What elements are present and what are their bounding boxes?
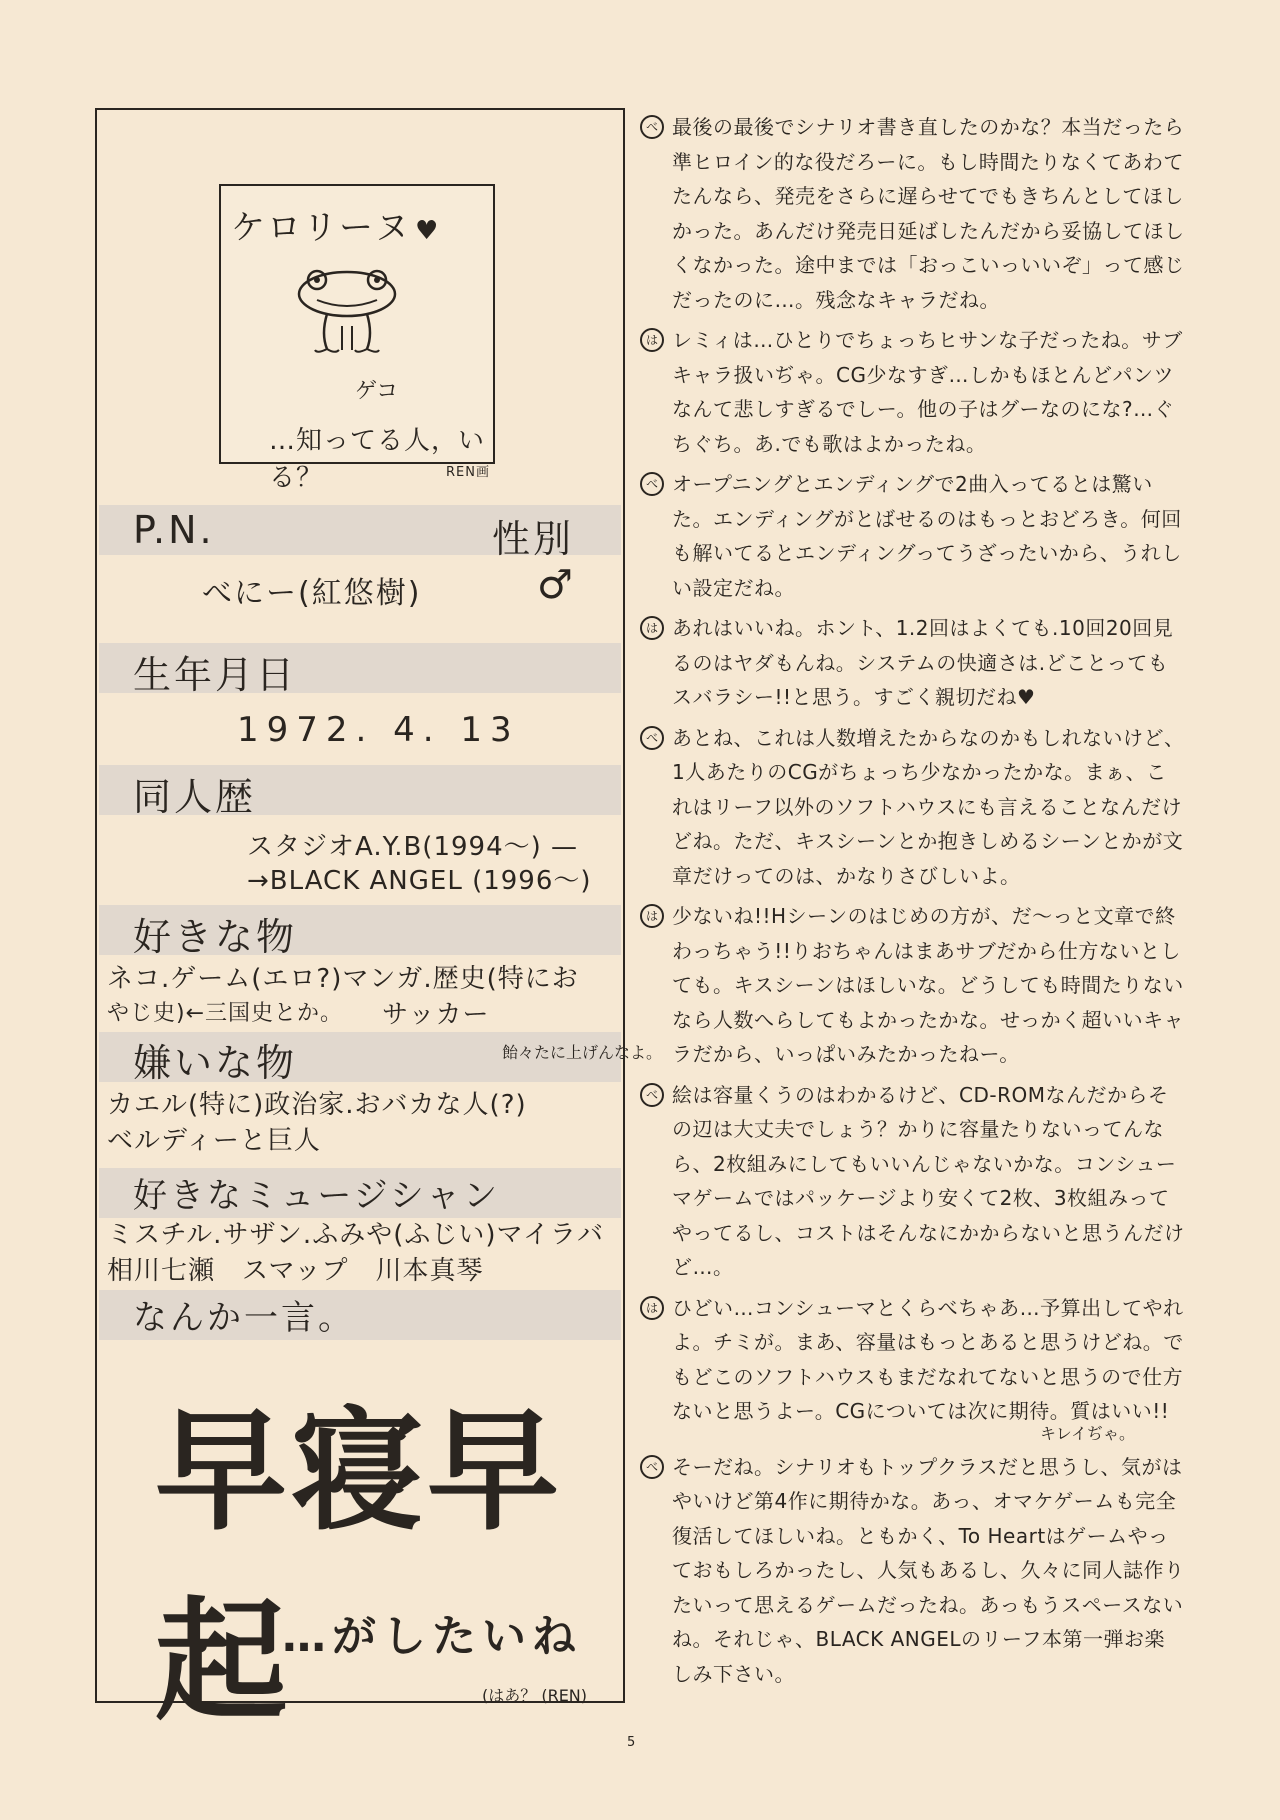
entry-note: キレイぢゃ。 <box>1039 1423 1135 1443</box>
dialogue-column <box>640 110 1185 1697</box>
birth-date: 1972. 4. 13 <box>237 710 520 750</box>
birth-label: 生年月日 <box>133 653 298 697</box>
list-item <box>640 110 1185 317</box>
list-item <box>640 323 1185 461</box>
likes-label: 好きな物 <box>133 915 298 959</box>
entry-text: 最後の最後でシナリオ書き直したのかな？本当だったら準ヒロイン的な役だろーに。もし時間たりなくてあわてたんなら、発売をさらに遅らせてでもきちんとしてほしかった。あんだけ発売日延ばしたんだから妥協してほしくなかった。途中までは「おっこいっいいぞ」って感じだったのに…。残念なキャラだね。 <box>672 115 1185 312</box>
entry-text: レミィは…ひとりでちょっちヒサンな子だったね。サブキャラ扱いぢゃ。CG少なすぎ…しかもほとんどパンツなんて悲しすぎるでしー。他の子はグーなのにな?…ぐちぐち。あ.でも歌はよかったね。 <box>672 328 1183 456</box>
list-item <box>640 467 1185 605</box>
musician-line-1: ミスチル.サザン.ふみや(ふじい)マイラバ <box>107 1220 604 1250</box>
list-item <box>640 611 1185 715</box>
motto-closing: …がしたいね <box>282 1611 582 1662</box>
page-number: 5 <box>627 1735 636 1750</box>
list-item <box>640 1450 1185 1692</box>
heart-icon: ♥ <box>415 216 441 246</box>
entry-text: そーだね。シナリオもトップクラスだと思うし、気がはやいけど第4作に期待かな。あっ、オマケゲームも完全復活してほしいね。ともかく、To Heartはゲームやっておもしろかったし、人気もあるし、久々に同人誌作りたいって思えるゲームだったね。あっもうスペースないね。それじゃ、BLACK ANGELのリーフ本第一弾お楽しみ下さい。 <box>672 1454 1185 1686</box>
frog-name: ケロリーヌ <box>231 208 411 248</box>
doujin-label: 同人歴 <box>133 775 257 819</box>
speaker-badge: は <box>640 904 664 928</box>
likes-extra: サッカー <box>382 1000 490 1030</box>
profile-box <box>95 108 663 1739</box>
speaker-badge: は <box>640 616 664 640</box>
entry-text: あれはいいね。ホント、1.2回はよくても.10回20回見るのはヤダもんね。システムの快適さは.どことってもスバラシー!!と思う。すごく親切だね♥ <box>672 616 1174 709</box>
speaker-badge: は <box>640 1296 664 1320</box>
doujin-line-2: →BLACK ANGEL (1996～) <box>247 866 592 896</box>
dislikes-line-1: カエル(特に)政治家.おバカな人(?) <box>107 1090 527 1120</box>
artist-signature: REN画 <box>446 465 490 480</box>
list-item <box>640 1078 1185 1285</box>
frog-illustration-box <box>219 184 495 493</box>
male-symbol-icon: ♂ <box>537 562 575 608</box>
dislikes-label: 嫌いな物 <box>133 1041 298 1085</box>
entry-text: あとね、これは人数増えたからなのかもしれないけど、1人あたりのCGがちょっち少なかったかな。まぁ、これはリーフ以外のソフトハウスにも言えることなんだけどね。ただ、キスシーンとか抱きしめるシーンとかが文章だけってのは、かなりさびしいよ。 <box>672 725 1185 888</box>
entry-text: 少ないね!!Hシーンのはじめの方が、だ～っと文章で終わっちゃう!!りおちゃんはまあサブだから仕方ないとしても。キスシーンはほしいな。どうしても時間たりないなら人数へらしてもよかったかな。せっかく超いいキャラだから、いっぱいみたかったねー。 <box>672 904 1185 1066</box>
frog-sound-text: ゲコ <box>355 379 399 404</box>
dislikes-line-2: ベルディーと巨人 <box>107 1126 321 1156</box>
list-item <box>640 721 1185 894</box>
dislikes-note: 飴々たに上げんなよ。 <box>502 1043 663 1062</box>
entry-text: オープニングとエンディングで2曲入ってるとは驚いた。エンディングがとばせるのはもっとおどろき。何回も解いてるとエンディングってうざったいから、うれしい設定だね。 <box>672 472 1182 600</box>
musician-label: 好きなミュージシャン <box>133 1176 501 1216</box>
frog-icon <box>287 254 407 364</box>
musician-line-2: 相川七瀬 スマップ 川本真琴 <box>107 1256 484 1286</box>
speaker-badge: べ <box>640 1083 664 1107</box>
likes-line-1: ネコ.ゲーム(エロ?)マンガ.歴史(特にお <box>107 964 579 994</box>
motto-big-text: 早寝早起 <box>155 1394 563 1739</box>
list-item <box>640 899 1185 1072</box>
pn-label: P.N. <box>133 508 215 552</box>
entry-text: ひどい…コンシューマとくらべちゃあ…予算出してやれよ。チミが。まあ、容量はもっとあると思うけどね。でもどこのソフトハウスもまだなれてないと思うので仕方ないと思うよー。CGについては次に期待。質はいい!! <box>672 1295 1184 1423</box>
editor-credit: (はあ？ (REN) <box>482 1686 588 1705</box>
gender-label: 性別 <box>492 517 575 561</box>
doujin-line-1: スタジオA.Y.B(1994～) — <box>247 832 579 862</box>
speaker-badge: は <box>640 328 664 352</box>
comment-label: なんか一言。 <box>133 1298 355 1338</box>
entry-text: 絵は容量くうのはわかるけど、CD-ROMなんだからその辺は大丈夫でしょう？かりに容量たりないってんなら、2枚組みにしてもいいんじゃないかな。コンシューマゲームではパッケージより安くて2枚、3枚組みってやってるし、コストはそんなにかからないと思うんだけど…。 <box>672 1082 1185 1279</box>
pen-name: べにー(紅悠樹) <box>202 576 422 611</box>
speaker-badge: べ <box>640 472 664 496</box>
frog-question: …知ってる人，いる？ <box>269 426 486 493</box>
frog-title <box>231 200 440 249</box>
speaker-badge: べ <box>640 115 664 139</box>
list-item <box>640 1291 1185 1444</box>
likes-line-2: やじ史)←三国史とか。 <box>107 1001 344 1026</box>
speaker-badge: べ <box>640 1455 664 1479</box>
speaker-badge: べ <box>640 726 664 750</box>
